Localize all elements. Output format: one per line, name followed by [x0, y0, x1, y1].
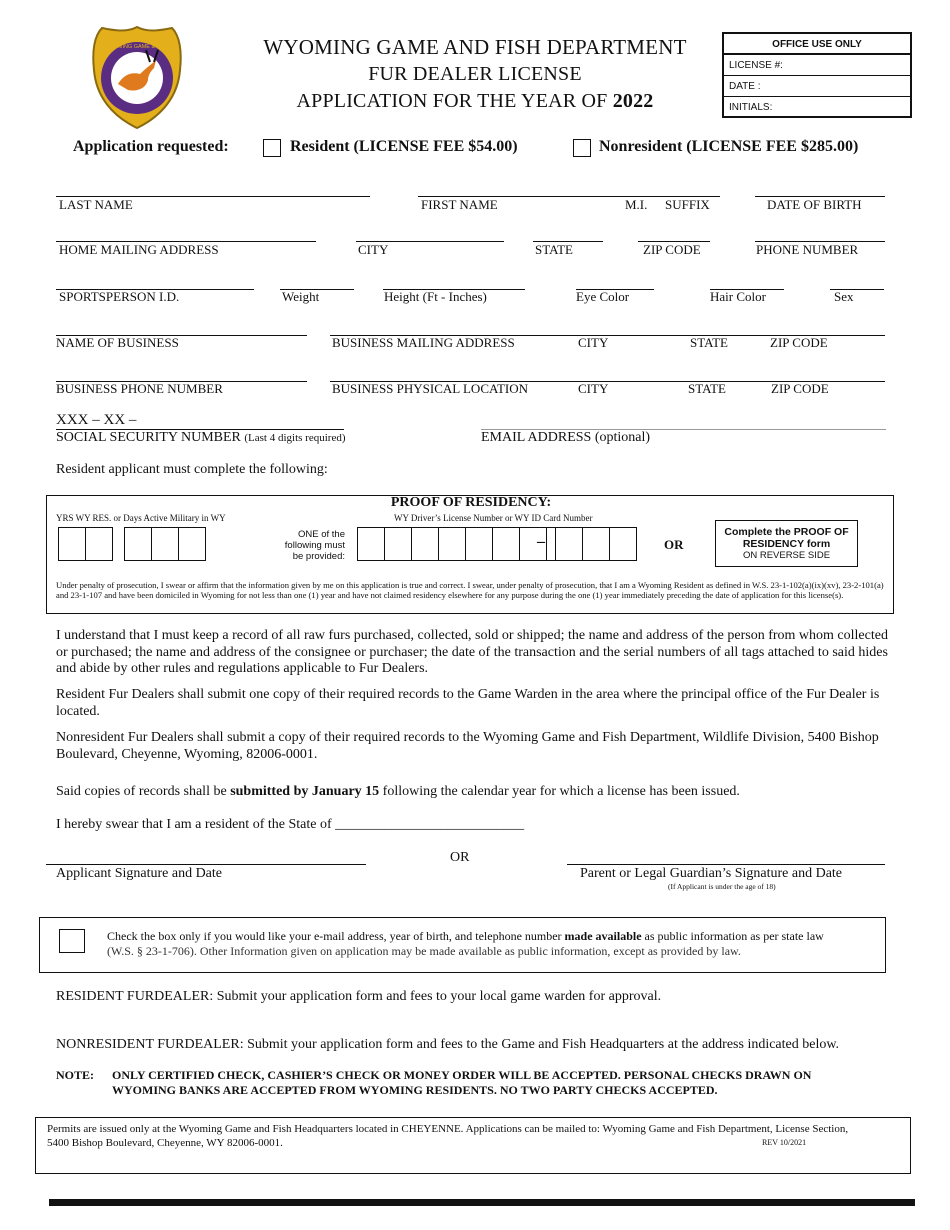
dob-label: DATE OF BIRTH — [767, 197, 862, 212]
ssn-prefix: XXX – XX – — [56, 412, 137, 428]
public-info-box — [39, 917, 886, 973]
office-use-title: OFFICE USE ONLY — [724, 34, 910, 55]
first-name-label: FIRST NAME — [421, 197, 498, 212]
business-phone-label: BUSINESS PHONE NUMBER — [56, 381, 223, 396]
guardian-signature-label: Parent or Legal Guardian’s Signature and Date — [580, 866, 843, 881]
agency-title: WYOMING GAME AND FISH DEPARTMENT — [263, 35, 687, 59]
bottom-rule — [49, 1199, 915, 1206]
home-address-label: HOME MAILING ADDRESS — [59, 242, 219, 257]
location-city-label: CITY — [578, 381, 609, 396]
dl-cell[interactable] — [582, 527, 610, 561]
office-initials-field: INITIALS: — [729, 102, 773, 113]
zip-label: ZIP CODE — [643, 242, 701, 257]
yrs-cell[interactable] — [124, 527, 152, 561]
footer-line-2: 5400 Bishop Boulevard, Cheyenne, WY 82006-0001. — [47, 1137, 283, 1149]
email-label: EMAIL ADDRESS (optional) — [481, 430, 651, 445]
one-of-following-note: ONE of the following must be provided: — [284, 529, 345, 562]
records-paragraph: I understand that I must keep a record of all raw furs purchased, collected, sold or shipped; the name and address of the person from whom collected or purchased; the name and address of the consignee or purchaser; the date of the transaction and the serial numbers of all tags attached to said hides and abide by other rules and regulations applicable to Fur Dealers. — [56, 628, 888, 676]
dl-cell[interactable] — [357, 527, 385, 561]
yrs-cell[interactable] — [58, 527, 86, 561]
id-card-cells[interactable] — [555, 527, 636, 561]
yrs-cell[interactable] — [85, 527, 113, 561]
yrs-cell[interactable] — [178, 527, 206, 561]
applicant-signature-label: Applicant Signature and Date — [56, 866, 223, 881]
office-license-field: LICENSE #: — [724, 55, 910, 76]
footer-box — [35, 1117, 911, 1174]
sportsperson-label: SPORTSPERSON I.D. — [59, 289, 180, 304]
resident-submit-paragraph: Resident Fur Dealers shall submit one copy of their required records to the Game Warden in the area where the principal office of the Fur Dealer is located. — [56, 687, 880, 719]
dl-cell[interactable] — [609, 527, 637, 561]
ssn-label: SOCIAL SECURITY NUMBER (Last 4 digits required) — [56, 430, 346, 445]
guardian-signature-line[interactable] — [567, 864, 885, 865]
nonresident-checkbox[interactable] — [573, 139, 591, 157]
application-year-title: APPLICATION FOR THE YEAR OF 2022 — [296, 90, 654, 112]
suffix-label: SUFFIX — [665, 197, 710, 212]
resident-option-label: Resident (LICENSE FEE $54.00) — [290, 138, 518, 155]
yrs-residency-label: YRS WY RES. or Days Active Military in WY — [56, 513, 226, 523]
public-info-checkbox[interactable] — [59, 929, 85, 953]
drivers-license-label: WY Driver’s License Number or WY ID Card Number — [394, 513, 593, 523]
last-name-label: LAST NAME — [59, 197, 133, 212]
weight-label: Weight — [282, 289, 320, 304]
dl-cell[interactable] — [384, 527, 412, 561]
nonresident-furdealer-instruction: NONRESIDENT FURDEALER: Submit your application form and fees to the Game and Fish Headquarters at the address indicated below. — [56, 1037, 840, 1052]
dl-cell[interactable] — [438, 527, 466, 561]
dl-cell[interactable] — [555, 527, 583, 561]
business-city-label: CITY — [578, 335, 609, 350]
resident-checkbox[interactable] — [263, 139, 281, 157]
nonresident-submit-paragraph: Nonresident Fur Dealers shall submit a copy of their required records to the Wyoming Game and Fish Department, Wildlife Division, 5400 Bishop Boulevard, Cheyenne, Wyoming, 82006-0001. — [56, 730, 879, 762]
hair-color-label: Hair Color — [710, 289, 766, 304]
yrs-residency-cells[interactable] — [58, 527, 205, 561]
footer-line-1: Permits are issued only at the Wyoming Game and Fish Headquarters located in CHEYENNE. Applications can be mailed to: Wyoming Game and Fish Department, License Section, — [47, 1123, 849, 1135]
business-name-label: NAME OF BUSINESS — [56, 335, 179, 350]
dl-cell[interactable] — [465, 527, 493, 561]
state-label: STATE — [535, 242, 573, 257]
public-info-text: Check the box only if you would like your e-mail address, year of birth, and telephone number made available as public information as per state law (W.S. § 23-1-706). Other Information given on application may be made available as public information, except as provided by law. — [107, 929, 824, 958]
eye-color-label: Eye Color — [576, 289, 630, 304]
applicant-signature-line[interactable] — [46, 864, 366, 865]
resident-furdealer-instruction: RESIDENT FURDEALER: Submit your application form and fees to your local game warden for approval. — [56, 989, 662, 1004]
proof-of-residency-box — [46, 495, 894, 614]
residency-oath: Under penalty of prosecution, I swear or affirm that the information given by me on this application is true and correct. I swear, under penalty of prosecution, that I am a Wyoming Resident as defined in W.S. 23-1-102(a)(ix)(xv), 23-2-101(a) and 23-1-107 and have been domiciled in Wyoming for not less than one (1) year and have not claimed residency elsewhere for any purpose during the one (1) year immediately preceding the date of application for this license(s). — [56, 580, 884, 601]
resident-instruction: Resident applicant must complete the following: — [56, 462, 328, 477]
resident-swear-statement: I hereby swear that I am a resident of the State of ___________________________ — [56, 817, 525, 832]
nonresident-option-label: Nonresident (LICENSE FEE $285.00) — [599, 138, 859, 155]
physical-location-label: BUSINESS PHYSICAL LOCATION — [332, 381, 528, 396]
dl-dash: – — [537, 533, 545, 550]
department-seal — [88, 24, 186, 132]
application-requested-label: Application requested: — [73, 138, 229, 155]
copies-paragraph: Said copies of records shall be submitted by January 15 following the calendar year for which a license has been issued. — [56, 784, 740, 799]
business-state-label: STATE — [690, 335, 728, 350]
mi-label: M.I. — [625, 197, 648, 212]
signature-or: OR — [450, 850, 470, 865]
sex-label: Sex — [834, 289, 854, 304]
proof-title: PROOF OF RESIDENCY: — [390, 495, 552, 510]
payment-note: NOTE: ONLY CERTIFIED CHECK, CASHIER’S CHECK OR MONEY ORDER WILL BE ACCEPTED. PERSONAL CHECKS DRAWN ON WYOMING BANKS ARE ACCEPTED FROM WYOMING RESIDENTS. NO TWO PARTY CHECKS ACCEPTED. — [56, 1068, 812, 1097]
revision-label: REV 10/2021 — [762, 1138, 807, 1147]
dl-cell[interactable] — [492, 527, 520, 561]
dl-cell[interactable] — [411, 527, 439, 561]
svg-text:WYOMING GAME & FISH: WYOMING GAME & FISH — [104, 44, 170, 50]
guardian-age-note: (If Applicant is under the age of 18) — [668, 882, 776, 891]
phone-label: PHONE NUMBER — [756, 242, 859, 257]
business-zip-label: ZIP CODE — [770, 335, 828, 350]
business-address-label: BUSINESS MAILING ADDRESS — [332, 335, 515, 350]
office-date-field: DATE : — [724, 76, 910, 97]
complete-proof-form-box: Complete the PROOF OF RESIDENCY form ON REVERSE SIDE — [715, 520, 858, 567]
height-label: Height (Ft - Inches) — [384, 289, 487, 304]
city-label: CITY — [358, 242, 389, 257]
license-title: FUR DEALER LICENSE — [368, 63, 582, 85]
office-use-box — [722, 32, 912, 118]
yrs-cell[interactable] — [151, 527, 179, 561]
location-zip-label: ZIP CODE — [771, 381, 829, 396]
proof-or: OR — [664, 537, 684, 552]
location-state-label: STATE — [688, 381, 726, 396]
